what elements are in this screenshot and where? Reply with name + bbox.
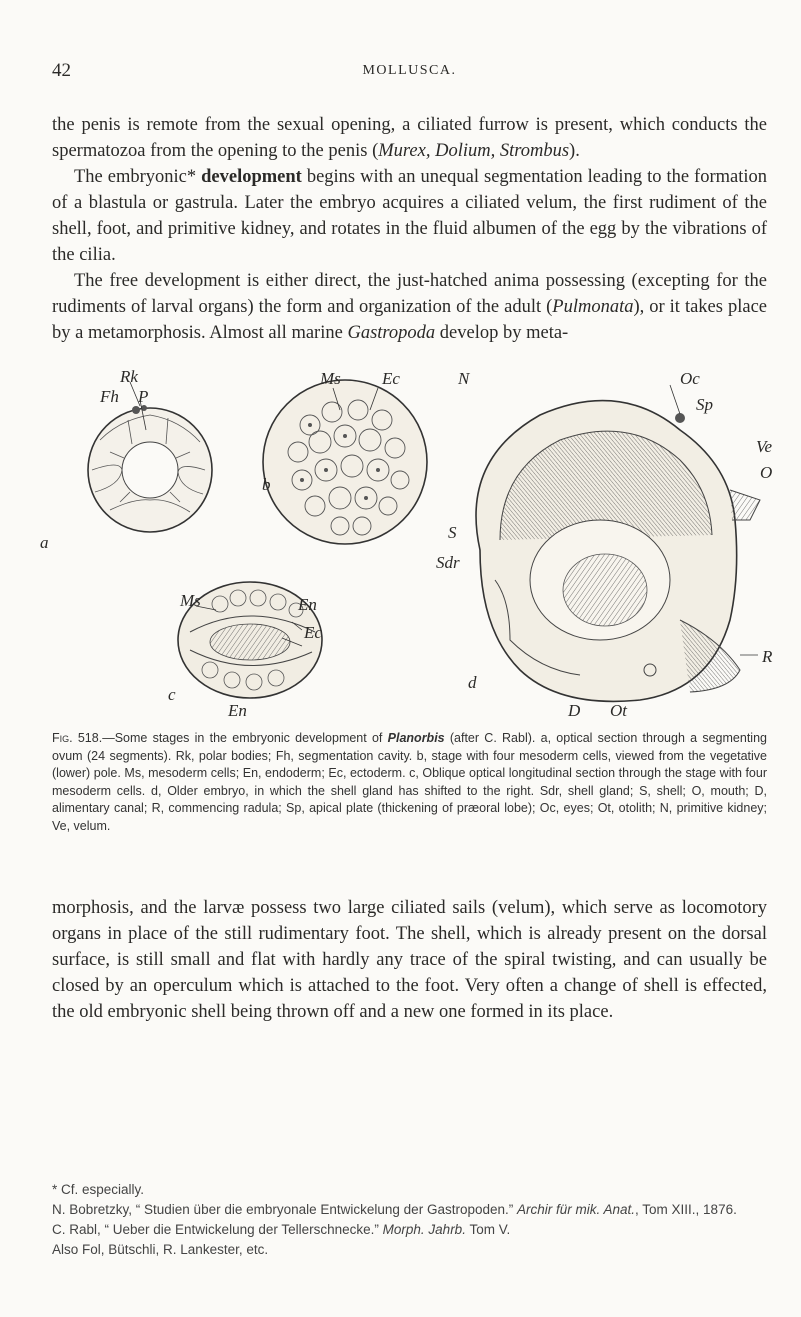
label-P: P [138,387,149,406]
label-R: R [762,647,773,666]
footnote-1: * Cf. especially. [52,1182,145,1197]
label-Ms-c: Ms [180,591,201,610]
label-a: a [40,533,49,552]
footnotes [52,1180,767,1260]
paragraph-4: morphosis, and the larvæ possess two large ciliated sails (velum), which serve as locomotory organs in place of the still rudimentary foot. The shell, which is already present on the dorsal surface, is still small and flat with hardly any trace of the spiral twisting, and can usually be closed by an operculum which is attached to the foot. Very often a change of shell is effected, the old embryonic shell being thrown off and a new one formed in its place. [52,898,767,1022]
label-Ve: Ve [756,437,773,456]
label-c: c [168,685,176,704]
page-header [52,60,767,84]
label-Ec-c: Ec [304,623,322,642]
label-En-c: En [298,595,317,614]
label-D: D [568,701,581,720]
figure-caption: Fig. 518.—Some stages in the embryonic development of Planorbis (after C. Rabl). a, optical section through a segmenting ovum (24 segments). Rk, polar bodies; Fh, segmentation cavity. b, stage with four mesoderm cells, viewed from the vegetative (lower) pole. Ms, mesoderm cells; En, endoderm; Ec, ectoderm. c, Oblique optical longitudinal section through the stage with four mesoderm cells. d, Older embryo, in which the shell gland has shifted to the right. Sdr, shell gland; S, shell; O, mouth; D, alimentary canal; R, commencing radula; Sp, apical plate (thickening of præoral lobe); Oc, eyes; Ot, otolith; N, primitive kidney; Ve, velum. [52,731,767,833]
figure-518 [40,370,780,720]
embryo-illustration [40,370,780,720]
paragraph-1: the penis is remote from the sexual opening, a ciliated furrow is present, which conducts the spermatozoa from the opening to the penis (Murex, Dolium, Strombus). [52,115,767,161]
label-Fh: Fh [100,387,119,406]
body-text-bottom [52,895,767,1025]
footnote-2: N. Bobretzky, “ Studien über die embryonale Entwickelung der Gastropoden.” Archir für mik. Anat., Tom XIII., 1876. [52,1202,737,1217]
label-En-b: En [228,701,247,720]
label-Rk: Rk [120,370,138,386]
label-Oc: Oc [680,370,700,388]
paragraph-2: The embryonic* development begins with an unequal segmentation leading to the formation of a blastula or gastrula. Later the embryo acquires a ciliated velum, the first rudiment of the shell, foot, and primitive kidney, and rotates in the fluid albumen of the egg by the vibrations of the cilia. [52,167,767,265]
footnote-3: C. Rabl, “ Ueber die Entwickelung der Tellerschnecke.” Morph. Jahrb. Tom V. [52,1222,511,1237]
body-text-top [52,112,767,346]
drawing-b [263,380,427,544]
label-Sp: Sp [696,395,713,414]
label-N: N [458,370,470,388]
label-Ot: Ot [610,701,627,720]
label-Sdr: Sdr [436,553,460,572]
drawing-d [476,385,760,701]
label-Ms-top: Ms [320,370,341,388]
running-head: MOLLUSCA. [362,63,457,78]
label-b: b [262,475,271,494]
label-Ec-top: Ec [382,370,400,388]
footnote-4: Also Fol, Bütschli, R. Lankester, etc. [52,1242,269,1257]
label-S: S [448,523,457,542]
page-number: 42 [52,60,71,81]
label-O: O [760,463,773,482]
paragraph-3: The free development is either direct, the just-hatched anima possessing (excepting for the rudiments of larval organs) the form and organization of the adult (Pulmonata), or it takes place by a metamorphosis. Almost all marine Gastropoda develop by meta- [52,271,767,343]
label-d: d [468,673,477,692]
